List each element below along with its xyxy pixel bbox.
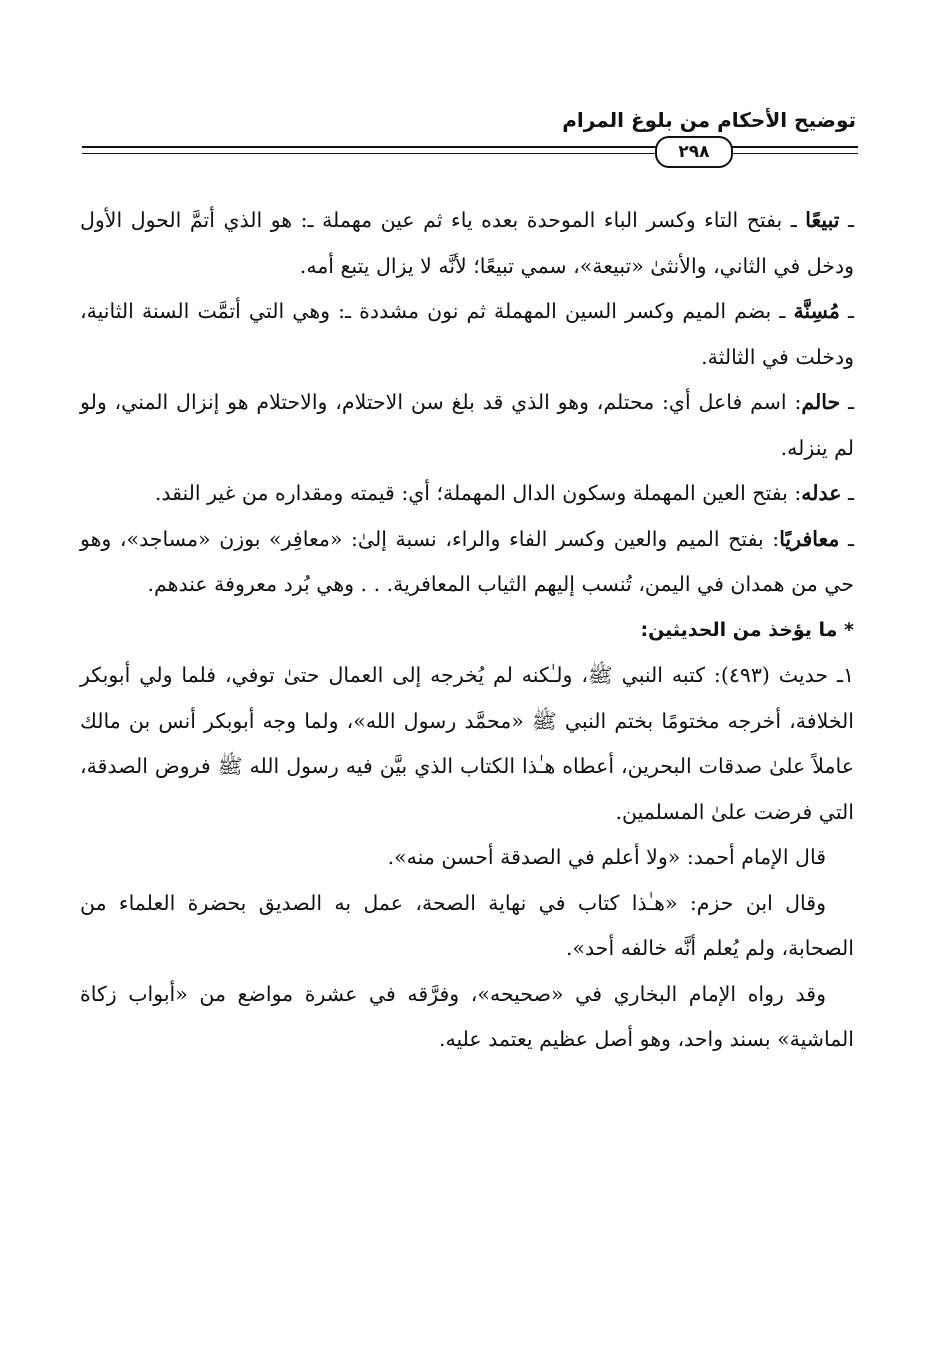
quote-imam-ahmad: قال الإمام أحمد: «ولا أعلم في الصدقة أحسن منه». — [387, 845, 826, 869]
header-rule-top-line — [82, 146, 858, 148]
header-rule-bottom-line — [82, 153, 858, 154]
glossary-entry-maafiri: ـ معافريًا: بفتح الميم والعين وكسر الفاء والراء، نسبة إلىٰ: «معافِر» بوزن «مساجد»، وهو حي من همدان في اليمن، تُنسب إليهم الثياب المعافرية. . . وهي بُرد معروفة عندهم. — [80, 526, 855, 596]
glossary-entry-adluh: ـ عدله: بفتح العين المهملة وسكون الدال المهملة؛ أي: قيمته ومقداره من غير النقد. — [154, 481, 854, 505]
page-body — [80, 198, 854, 1063]
glossary-term: عدله — [801, 481, 842, 505]
hadith-point-1: ١ـ حديث (٤٩٣): كتبه النبي ﷺ، ولـٰكنه لم يُخرجه إلى العمال حتىٰ توفي، فلما ولي أبوبكر الخلافة، أخرجه مختومًا بختم النبي ﷺ «محمَّد رسول الله»، ولما وجه أبوبكر أنس بن مالك عاملاً علىٰ صدقات البحرين، أعطاه هـٰذا الكتاب الذي بيَّن فيه رسول الله ﷺ فروض الصدقة، التي فرضت علىٰ المسلمين. — [80, 663, 854, 824]
glossary-term: معافريًا — [779, 526, 840, 551]
glossary-entry-musinna: ـ مُسِنَّة ـ بضم الميم وكسر السين المهملة ثم نون مشددة ـ: وهي التي أتمَّت السنة الثانية، ودخلت في الثالثة. — [80, 299, 854, 369]
glossary-entry-tabia: ـ تبيعًا ـ بفتح التاء وكسر الباء الموحدة بعده ياء ثم عين مهملة ـ: هو الذي أتمَّ الحول الأول ودخل في الثاني، والأنثىٰ «تبيعة»، سمي تبيعًا؛ لأنَّه لا يزال يتبع أمه. — [80, 208, 854, 278]
page-number: ٢٩٨ — [655, 136, 733, 168]
glossary-term: تبيعًا — [805, 208, 840, 232]
glossary-term: حالم — [801, 390, 841, 414]
section-heading: * ما يؤخذ من الحديثين: — [640, 618, 854, 641]
running-header-title: توضيح الأحكام من بلوغ المرام — [562, 108, 856, 132]
quote-ibn-hazm: وقال ابن حزم: «هـٰذا كتاب في نهاية الصحة، عمل به الصديق بحضرة العلماء من الصحابة، ولم يُعلم أنَّه خالفه أحد». — [80, 890, 854, 960]
glossary-term: مُسِنَّة — [793, 299, 840, 323]
glossary-entry-halim: ـ حالم: اسم فاعل أي: محتلم، وهو الذي قد بلغ سن الاحتلام، والاحتلام هو إنزال المني، ولو لم ينزله. — [80, 390, 854, 460]
bukhari-note: وقد رواه الإمام البخاري في «صحيحه»، وفرَّقه في عشرة مواضع من «أبواب زكاة الماشية» بسند واحد، وهو أصل عظيم يعتمد عليه. — [80, 981, 854, 1051]
header-rule — [82, 143, 858, 159]
